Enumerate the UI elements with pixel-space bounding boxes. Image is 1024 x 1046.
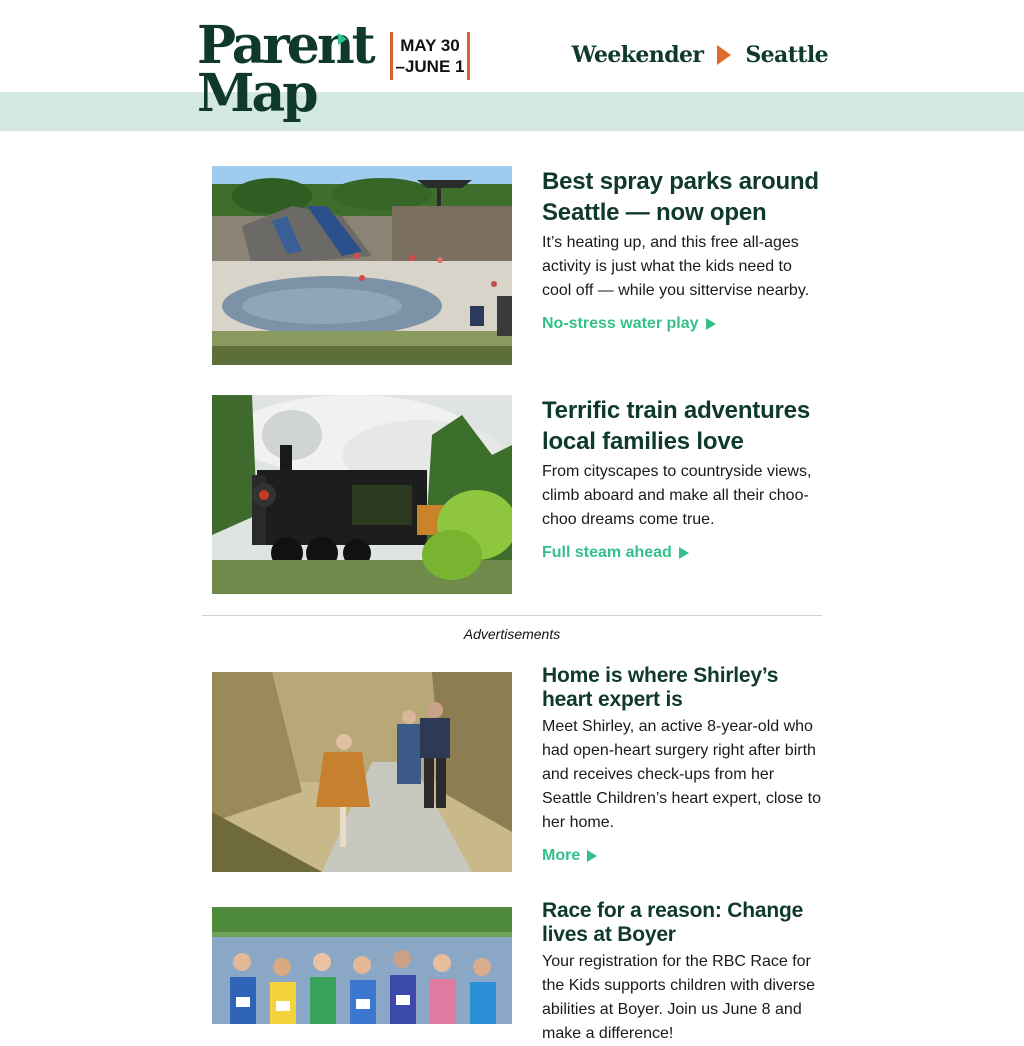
ad-title[interactable]: Home is where Shirley’s heart expert is — [542, 664, 779, 711]
ad-text — [542, 664, 824, 867]
logo-word-map: Map — [197, 63, 316, 124]
ad-title[interactable]: Race for a reason: Change lives at Boyer — [542, 899, 804, 946]
article-body: It’s heating up, and this free all-ages activity is just what the kids need to cool off — while you sittervise nearby. — [542, 234, 810, 299]
article-train-adventures — [212, 395, 824, 594]
play-arrow-icon — [706, 318, 716, 330]
article-body: From cityscapes to countryside views, climb aboard and make all their choo-choo dreams come true. — [542, 463, 812, 528]
ad-body: Your registration for the RBC Race for the Kids supports children with diverse abilities at Boyer. Join us June 8 and make a difference! — [542, 953, 816, 1042]
cta-label: More — [542, 847, 581, 864]
newsletter-title — [572, 39, 828, 71]
advertisements-label: Advertisements — [463, 626, 561, 642]
ad-cta-link[interactable] — [542, 845, 597, 867]
date-start: MAY 30 — [400, 36, 460, 55]
article-text — [542, 166, 824, 335]
ad-race-for-kids — [212, 899, 824, 1042]
logo-play-icon — [338, 33, 347, 45]
play-arrow-icon — [587, 850, 597, 862]
header-band — [0, 92, 1024, 131]
play-arrow-icon — [679, 547, 689, 559]
article-spray-parks — [212, 166, 824, 365]
article-title[interactable]: Best spray parks around Seattle — now open — [542, 168, 819, 226]
ad-heart-expert — [212, 664, 824, 872]
article-cta-link[interactable] — [542, 542, 689, 564]
steam-train-image[interactable] — [212, 395, 512, 594]
article-title[interactable]: Terrific train adventures local families love — [542, 397, 810, 455]
date-end: –JUNE 1 — [395, 57, 465, 76]
article-cta-link[interactable] — [542, 313, 716, 335]
issue-dates — [390, 32, 470, 80]
newsletter-city: Seattle — [745, 42, 828, 68]
play-arrow-icon — [717, 45, 731, 65]
newsletter-name: Weekender — [571, 42, 704, 68]
cta-label: No-stress water play — [542, 315, 699, 332]
logo-word-parent: Parent — [197, 15, 373, 76]
ad-body: Meet Shirley, an active 8-year-old who had open-heart surgery right after birth and receives check-ups from her Seattle Children’s heart expert, close to her home. — [542, 718, 821, 831]
cta-label: Full steam ahead — [542, 544, 672, 561]
spray-park-image[interactable] — [212, 166, 512, 365]
race-crowd-image[interactable] — [212, 907, 512, 1024]
parentmap-logo[interactable] — [197, 14, 373, 124]
section-divider — [202, 615, 822, 616]
family-walking-image[interactable] — [212, 672, 512, 872]
article-text — [542, 395, 824, 564]
